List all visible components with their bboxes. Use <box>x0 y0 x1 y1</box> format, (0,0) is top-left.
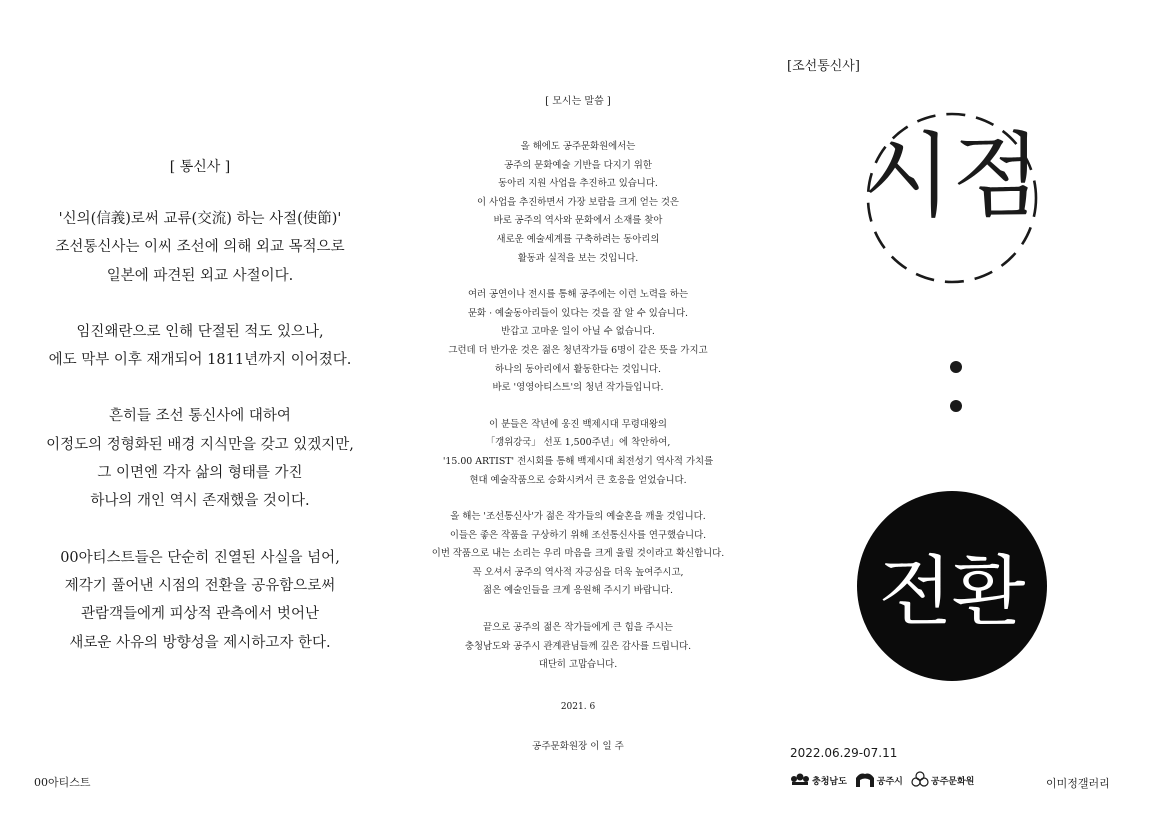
text-line: 꼭 오셔서 공주의 역사적 자긍심을 더욱 높여주시고, <box>472 566 684 578</box>
sponsor-logos <box>790 770 974 790</box>
text-line: '신의(信義)로써 교류(交流) 하는 사절(使節)' <box>58 211 342 227</box>
chungnam-emblem-icon <box>790 773 810 787</box>
paragraph <box>380 416 776 490</box>
text-line: 대단히 고맙습니다. <box>538 659 618 671</box>
text-line: 일본에 파견된 외교 사절이다. <box>106 267 294 284</box>
paragraph <box>0 402 400 515</box>
text-line: 그런데 더 반가운 것은 젊은 청년작가들 6명이 같은 뜻을 가지고 <box>448 344 708 356</box>
text-line: 에도 막부 이후 재개되어 1811년까지 이어졌다. <box>48 352 352 369</box>
text-line: 공주의 문화예술 기반을 다지기 위한 <box>504 159 652 171</box>
text-line: 젊은 예술인들을 크게 응원해 주시기 바랍니다. <box>483 585 673 597</box>
paragraph <box>0 205 400 290</box>
text-line: 여러 공연이나 전시를 통해 공주에는 이런 노력을 하는 <box>467 289 689 301</box>
greeting-signature: 공주문화원장 이 일 주 <box>532 741 624 752</box>
text-line: 새로운 예술세계를 구축하려는 동아리의 <box>496 233 660 245</box>
text-line: 관람객들에게 피상적 관측에서 벗어난 <box>81 606 319 623</box>
logo-culture-center <box>911 771 974 789</box>
text-line: 충청남도와 공주시 관계관님들께 깊은 감사를 드립니다. <box>464 640 692 652</box>
venue-name: 이미정갤러리 <box>1046 777 1110 790</box>
poster-top-word: 시점 <box>863 123 1041 230</box>
text-line: 이번 작품으로 내는 소리는 우리 마음을 크게 울릴 것이라고 확신합니다. <box>431 548 725 560</box>
left-body-text <box>0 205 400 685</box>
paragraph <box>380 138 776 268</box>
colon-dot-top <box>950 361 962 373</box>
paragraph <box>380 508 776 601</box>
text-line: 반갑고 고마운 일이 아닐 수 없습니다. <box>501 326 655 338</box>
text-line: 끝으로 공주의 젊은 작가들에게 큰 힘을 주시는 <box>483 622 673 634</box>
paragraph <box>380 619 776 675</box>
logo-chungnam-label: 충청남도 <box>812 776 847 787</box>
text-line: 활동과 실적을 보는 것입니다. <box>517 252 639 264</box>
logo-gongju-label: 공주시 <box>876 776 903 787</box>
artist-credit: 00아티스트 <box>34 776 91 789</box>
logo-culture-center-label: 공주문화원 <box>930 776 975 787</box>
logo-chungnam <box>790 773 847 787</box>
paragraph <box>380 286 776 398</box>
text-line: 현대 예술작품으로 승화시켜서 큰 호응을 얻었습니다. <box>469 474 687 486</box>
greeting-date: 2021. 6 <box>560 702 596 712</box>
text-line: 하나의 동아리에서 활동한다는 것입니다. <box>495 363 661 375</box>
text-line: 새로운 사유의 방향성을 제시하고자 한다. <box>69 634 331 651</box>
exhibition-series-title: [조선통신사] <box>787 59 860 74</box>
poster-bottom-word: 전환 <box>878 547 1026 636</box>
text-line: '15.00 ARTIST' 전시회를 통해 백제시대 최전성기 역사적 가치를 <box>442 455 714 467</box>
text-line: 「갱위강국」 선포 1,500주년」에 착안하여, <box>485 437 671 449</box>
text-line: 흔히들 조선 통신사에 대하여 <box>109 408 291 425</box>
text-line: 이들은 좋은 작품을 구상하기 위해 조선통신사를 연구했습니다. <box>449 529 707 541</box>
culture-center-emblem-icon <box>911 771 929 789</box>
text-line: 올 해는 '조선통신사'가 젊은 작가들의 예술혼을 깨울 것입니다. <box>450 511 706 523</box>
left-section-title: [ 통신사 ] <box>169 159 231 175</box>
text-line: 00아티스트들은 단순히 진열된 사실을 넘어, <box>60 549 340 566</box>
paragraph <box>0 544 400 657</box>
text-line: 그 이면엔 각자 삶의 형태를 가진 <box>97 465 303 482</box>
greeting-body-text <box>380 138 776 693</box>
text-line: 올 해에도 공주문화원에서는 <box>520 141 636 152</box>
text-line: 이 사업을 추진하면서 가장 보람을 크게 얻는 것은 <box>477 196 679 208</box>
text-line: 동아리 지원 사업을 추진하고 있습니다. <box>498 178 658 190</box>
logo-gongju <box>855 772 903 788</box>
gongju-emblem-icon <box>855 772 875 788</box>
exhibition-dates: 2022.06.29-07.11 <box>790 746 898 760</box>
poster-graphic <box>835 100 1075 700</box>
text-line: 바로 공주의 역사와 문화에서 소재를 찾아 <box>493 215 663 227</box>
text-line: 이정도의 정형화된 배경 지식만을 갖고 있겠지만, <box>46 436 354 453</box>
colon-dot-bottom <box>950 400 962 412</box>
text-line: 이 분들은 작년에 웅진 백제시대 무령대왕의 <box>489 418 667 430</box>
text-line: 제각기 풀어낸 시점의 전환을 공유함으로써 <box>64 577 336 594</box>
text-line: 임진왜란으로 인해 단절된 적도 있으나, <box>76 323 324 340</box>
text-line: 문화 · 예술동아리들이 있다는 것을 잘 알 수 있습니다. <box>468 307 688 319</box>
text-line: 조선통신사는 이씨 조선에 의해 외교 목적으로 <box>55 239 345 256</box>
text-line: 바로 '영영아티스트'의 청년 작가들입니다. <box>492 382 664 394</box>
greeting-title: [ 모시는 말씀 ] <box>545 96 611 107</box>
text-line: 하나의 개인 역시 존재했을 것이다. <box>90 493 310 510</box>
paragraph <box>0 318 400 375</box>
